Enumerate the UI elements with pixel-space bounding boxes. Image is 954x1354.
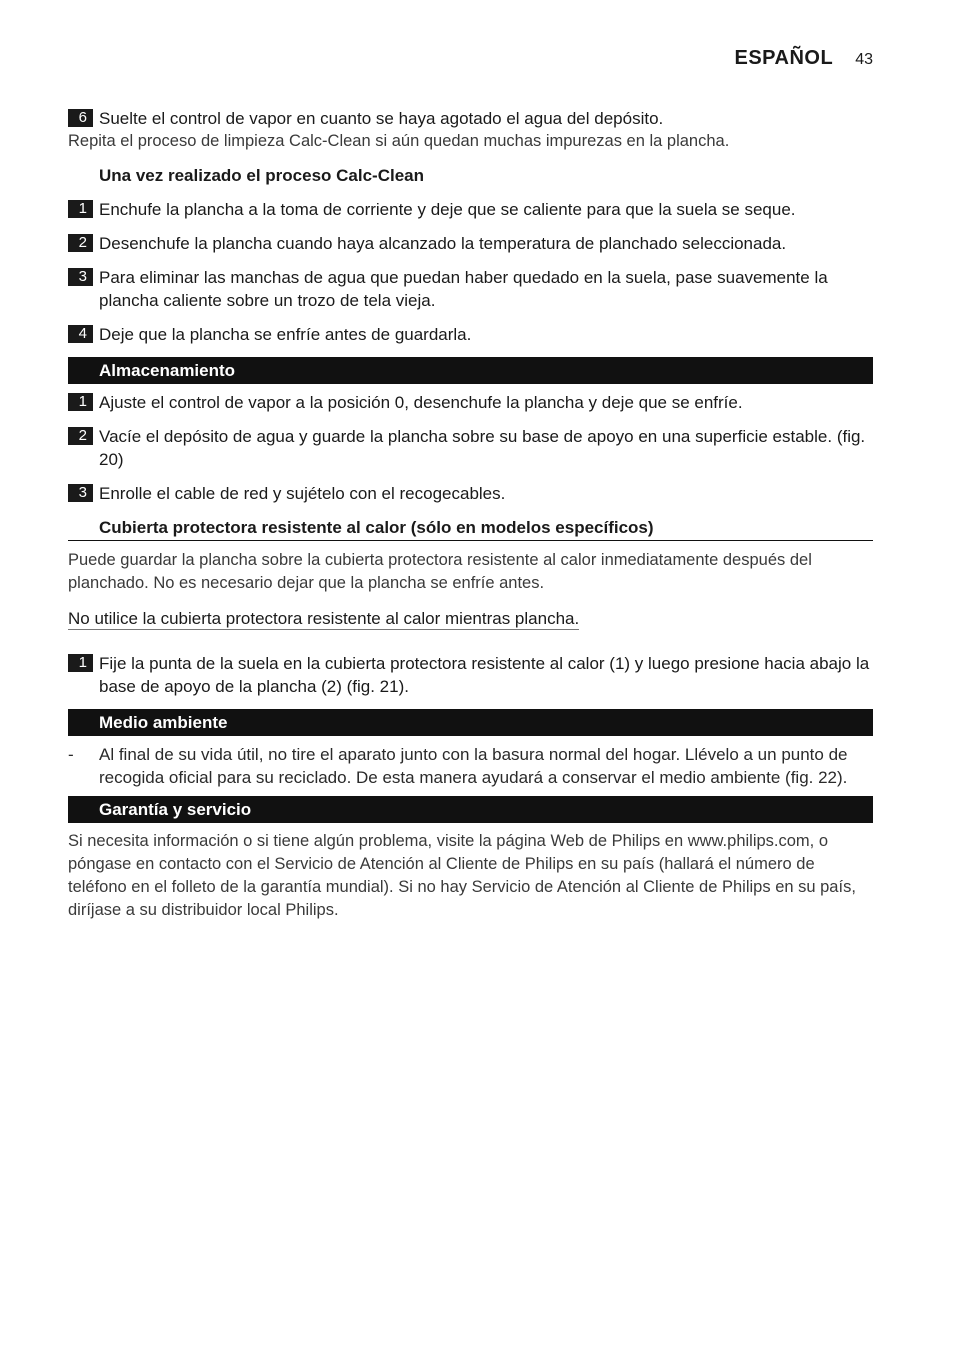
step-text: Enchufe la plancha a la toma de corriente y deje que se caliente para que la suela se seque.: [99, 200, 796, 219]
step-text: Desenchufe la plancha cuando haya alcanzado la temperatura de planchado seleccionada.: [99, 234, 787, 253]
environment-bullet: [68, 743, 873, 789]
step-number: 6: [68, 109, 93, 127]
warranty-heading: Garantía y servicio: [68, 796, 873, 823]
environment-heading: Medio ambiente: [68, 709, 873, 736]
warranty-paragraph: Si necesita información o si tiene algún problema, visite la página Web de Philips en www.philips.com, o póngase en contacto con el Servicio de Atención al Cliente de Philips en su país (hallará el número de teléfono en el folleto de la garantía mundial). Si no hay Servicio de Atención al Cliente de Philips en su país, diríjase a su distribuidor local Philips.: [68, 832, 856, 919]
bullet-text: Al final de su vida útil, no tire el aparato junto con la basura normal del hogar. Llévelo a un punto de recogida oficial para su reciclado. De esta manera ayudará a conservar el medio ambiente (fig. 22).: [99, 745, 848, 787]
warning-text: No utilice la cubierta protectora resistente al calor mientras plancha.: [68, 609, 580, 628]
storage-step-3: [68, 482, 873, 505]
after-calc-step-4: [68, 323, 873, 346]
cover-heading: Cubierta protectora resistente al calor (sólo en modelos específicos): [68, 516, 873, 541]
step-text: Vacíe el depósito de agua y guarde la plancha sobre su base de apoyo en una superficie estable. (fig. 20): [99, 427, 866, 469]
step-number: 1: [68, 393, 93, 411]
step-text: Suelte el control de vapor en cuanto se haya agotado el agua del depósito.: [99, 109, 664, 128]
after-calc-step-2: [68, 232, 873, 255]
after-calc-step-1: [68, 198, 873, 221]
cover-paragraph: Puede guardar la plancha sobre la cubierta protectora resistente al calor inmediatamente después del planchado. No es necesario dejar que la plancha se enfríe antes.: [68, 551, 812, 592]
step-number: 4: [68, 325, 93, 343]
page-number: 43: [855, 51, 873, 68]
storage-step-1: [68, 391, 873, 414]
storage-heading: Almacenamiento: [68, 357, 873, 384]
step-number: 3: [68, 484, 93, 502]
cover-warning: [68, 607, 873, 630]
step-number: 2: [68, 234, 93, 252]
page-header: [735, 47, 874, 70]
step-number: 2: [68, 427, 93, 445]
manual-content: [68, 107, 873, 922]
calc-clean-note: Repita el proceso de limpieza Calc-Clean si aún quedan muchas impurezas en la plancha.: [68, 132, 730, 150]
after-calc-title: Una vez realizado el proceso Calc-Clean: [99, 166, 425, 185]
storage-step-2: [68, 425, 873, 471]
bullet-dash: -: [68, 745, 74, 764]
step-text: Ajuste el control de vapor a la posición 0, desenchufe la plancha y deje que se enfríe.: [99, 393, 743, 412]
cover-step-1: [68, 652, 873, 698]
step-text: Para eliminar las manchas de agua que puedan haber quedado en la suela, pase suavemente la plancha caliente sobre un trozo de tela vieja.: [99, 268, 828, 310]
after-calc-step-3: [68, 266, 873, 312]
step-text: Fije la punta de la suela en la cubierta protectora resistente al calor (1) y luego presione hacia abajo la base de apoyo de la plancha (2) (fig. 21).: [99, 654, 870, 696]
step-number: 1: [68, 200, 93, 218]
step-text: Deje que la plancha se enfríe antes de guardarla.: [99, 325, 472, 344]
language-label: ESPAÑOL: [734, 47, 834, 69]
step-6: [68, 107, 873, 130]
step-number: 1: [68, 654, 93, 672]
step-number: 3: [68, 268, 93, 286]
step-text: Enrolle el cable de red y sujételo con el recogecables.: [99, 484, 506, 503]
